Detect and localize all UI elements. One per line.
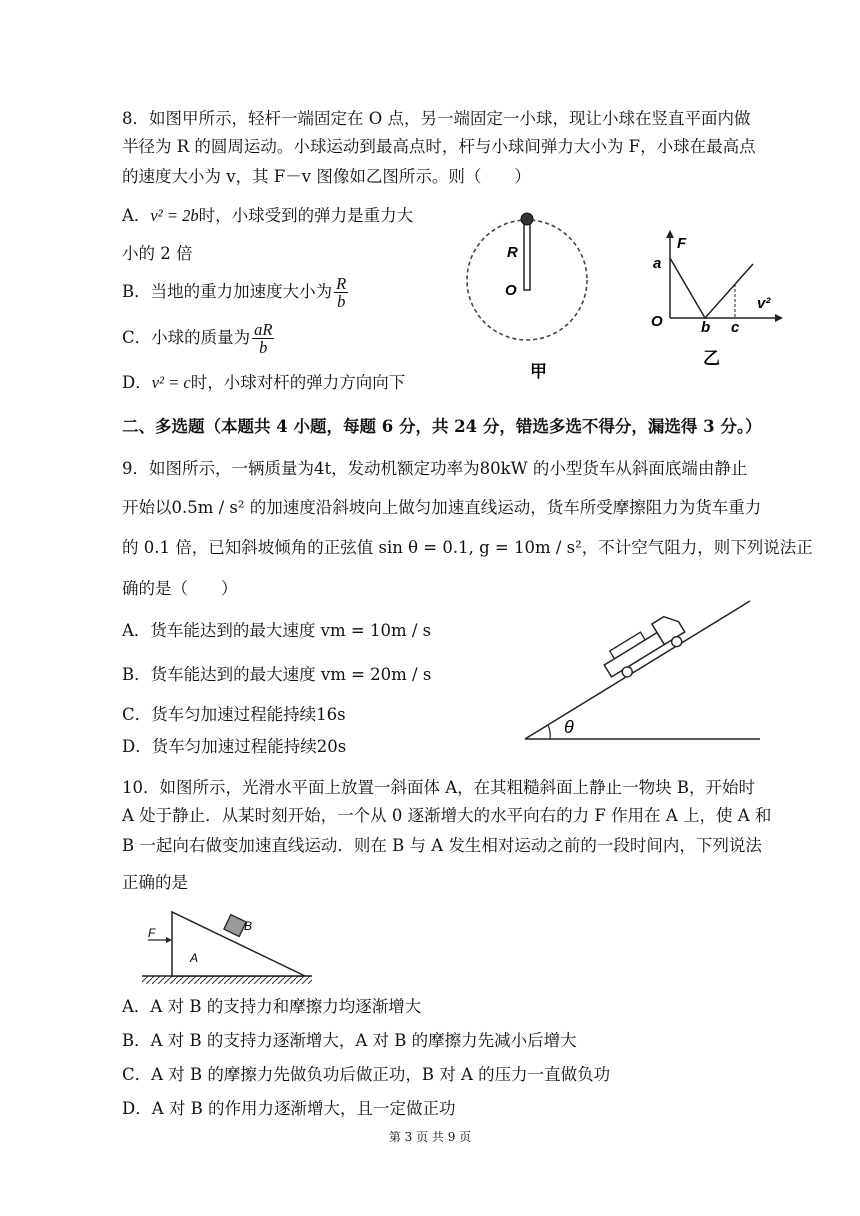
label-f: F	[148, 926, 156, 940]
q8-option-c-fraction	[252, 321, 274, 356]
q8-line-2: 半径为 R 的圆周运动。小球运动到最高点时，杆与小球间弹力大小为 F，小球在最高点	[122, 137, 756, 156]
q8-option-d-math: v² = c	[151, 373, 191, 392]
label-b: b	[701, 319, 711, 336]
q8-figure-yi	[645, 228, 785, 373]
incline-line	[525, 601, 750, 739]
ground-hatch	[142, 976, 312, 984]
q8-option-d	[122, 372, 405, 394]
q9-line-1: 9．如图所示，一辆质量为4t，发动机额定功率为80kW 的小型货车从斜面底端由静止	[122, 459, 748, 478]
angle-arc	[548, 725, 550, 739]
q8-option-c	[122, 320, 276, 356]
y-axis-arrow	[666, 230, 674, 238]
q8-option-a	[122, 205, 413, 227]
q10-line-4: 正确的是	[122, 873, 188, 892]
q8-option-a-line-2: 小的 2 倍	[122, 244, 193, 263]
q8-line-3: 的速度大小为 v，其 F－v 图像如乙图所示。则（ ）	[122, 167, 531, 186]
q8-option-b	[122, 274, 350, 310]
q8-figure-jia	[455, 205, 615, 385]
q10-option-a: A．A 对 B 的支持力和摩擦力均逐渐增大	[122, 997, 422, 1016]
caption-jia: 甲	[530, 362, 547, 381]
label-b: B	[244, 919, 253, 933]
q10-figure-wedge	[140, 906, 315, 992]
q8-option-c-text: C．小球的质量为	[122, 328, 251, 347]
q8-option-c-numerator: aR	[254, 320, 273, 339]
q8-option-d-text: 时，小球对杆的弹力方向向下	[190, 373, 406, 392]
q9-line-2: 开始以0.5m / s² 的加速度沿斜坡向上做匀加速直线运动，货车所受摩擦阻力为货车重力	[122, 498, 762, 517]
label-o: O	[505, 282, 517, 299]
q10-option-d: D．A 对 B 的作用力逐渐增大，且一定做正功	[122, 1099, 456, 1118]
force-arrow-head	[166, 937, 172, 943]
truck	[599, 611, 690, 684]
q10-option-b: B．A 对 B 的支持力逐渐增大，A 对 B 的摩擦力先减小后增大	[122, 1031, 577, 1050]
q10-line-2: A 处于静止．从某时刻开始，一个从 0 逐渐增大的水平向右的力 F 作用在 A 上，使 A 和	[122, 806, 772, 825]
q8-option-b-numerator: R	[336, 274, 347, 293]
q9-option-b: B．货车能达到的最大速度 vm = 20m / s	[122, 665, 432, 684]
q9-figure-incline	[520, 595, 765, 745]
label-c: c	[731, 319, 740, 336]
caption-yi: 乙	[703, 349, 720, 368]
q10-line-3: B 一起向右做变加速直线运动．则在 B 与 A 发生相对运动之前的一段时间内，下列说法	[122, 836, 762, 855]
q8-option-b-text: B．当地的重力加速度大小为	[122, 282, 333, 301]
q9-option-d: D．货车匀加速过程能持续20s	[122, 737, 347, 756]
graph-line	[670, 258, 753, 318]
label-theta: θ	[564, 717, 574, 737]
q10-option-c: C．A 对 B 的摩擦力先做负功后做正功，B 对 A 的压力一直做负功	[122, 1065, 611, 1084]
section-2-title: 二、多选题（本题共 4 小题，每题 6 分，共 24 分，错选多选不得分，漏选得 3 分。）	[122, 417, 762, 436]
label-a: a	[653, 255, 662, 272]
q9-option-c: C．货车匀加速过程能持续16s	[122, 705, 346, 724]
q8-option-a-prefix: A．	[122, 206, 151, 225]
q8-option-a-math: v² = 2b	[150, 206, 199, 225]
q8-line-1: 8．如图甲所示，轻杆一端固定在 O 点，另一端固定一小球，现让小球在竖直平面内做	[122, 109, 751, 128]
ball	[521, 213, 533, 225]
q9-line-4: 确的是（ ）	[122, 579, 238, 598]
q8-option-a-text: 时，小球受到的弹力是重力大	[198, 206, 414, 225]
q9-option-a: A．货车能达到的最大速度 vm = 10m / s	[122, 621, 432, 640]
q10-line-1: 10．如图所示，光滑水平面上放置一斜面体 A，在其粗糙斜面上静止一物块 B，开始时	[122, 778, 756, 797]
q8-option-d-prefix: D．	[122, 373, 152, 392]
label-f: F	[677, 235, 687, 252]
label-r: R	[507, 244, 518, 261]
q8-option-b-denominator: b	[337, 292, 346, 311]
label-v2: v²	[757, 295, 771, 312]
rod	[524, 220, 530, 290]
x-axis-arrow	[775, 314, 783, 322]
q8-option-b-fraction	[334, 275, 348, 310]
label-a: A	[190, 951, 199, 965]
q9-line-3: 的 0.1 倍，已知斜坡倾角的正弦值 sin θ = 0.1, g = 10m / s²，不计空气阻力，则下列说法正	[122, 538, 813, 557]
label-o: O	[651, 313, 663, 330]
block-b	[224, 915, 246, 937]
q8-option-c-denominator: b	[259, 338, 268, 357]
page-footer: 第 3 页 共 9 页	[388, 1130, 472, 1144]
